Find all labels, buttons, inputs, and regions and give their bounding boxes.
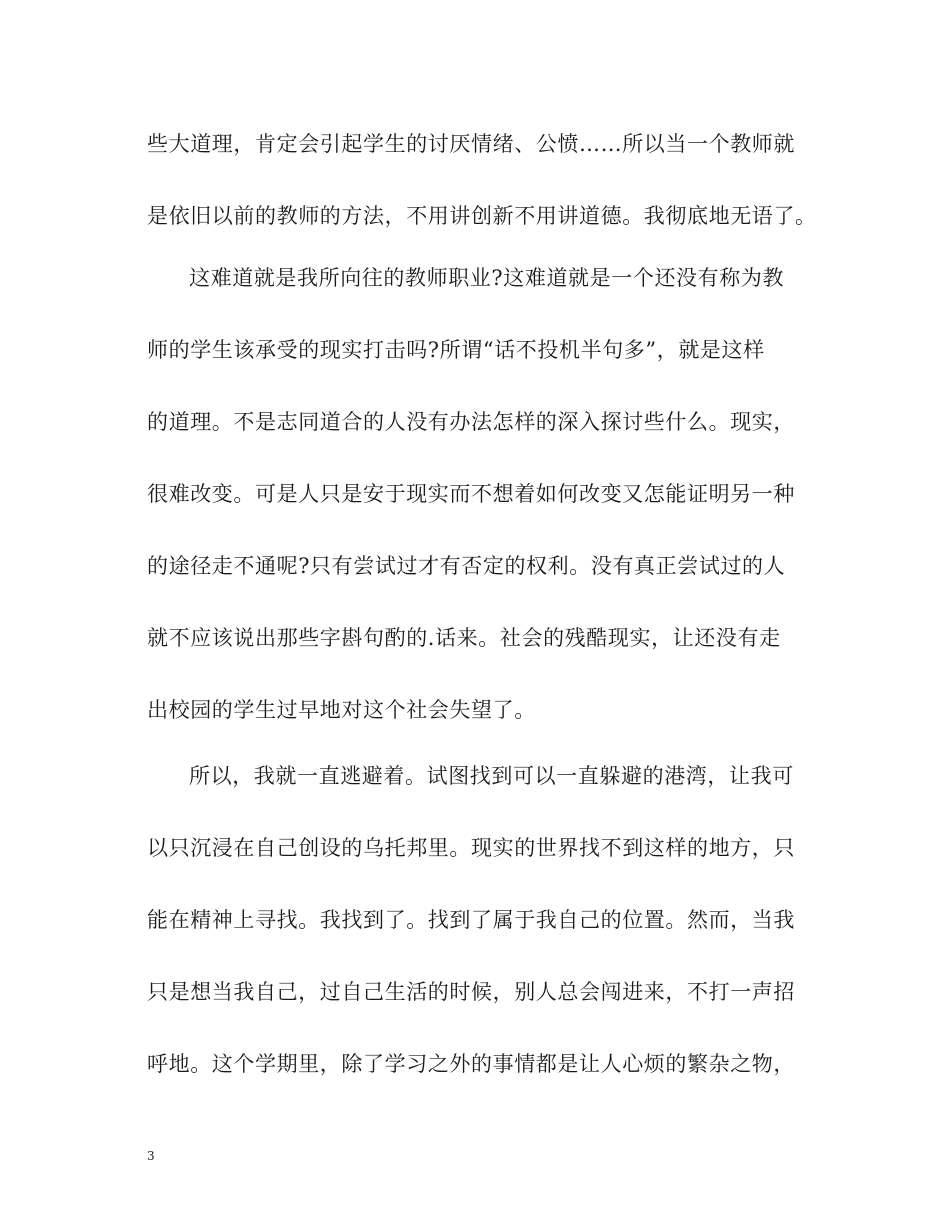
text-line: 的道理。不是志同道合的人没有办法怎样的深入探讨些什么。现实， [147,410,795,434]
text-line: 能在精神上寻找。我找到了。找到了属于我自己的位置。然而，当我 [147,908,795,932]
text-line: 是依旧以前的教师的方法，不用讲创新不用讲道德。我彻底地无语了。 [147,204,817,228]
text-line: 的途径走不通呢?只有尝试过才有否定的权利。没有真正尝试过的人 [147,554,786,578]
paragraph-first-line: 这难道就是我所向往的教师职业?这难道就是一个还没有称为教 [189,266,785,290]
paragraph-first-line: 所以，我就一直逃避着。试图找到可以一直躲避的港湾，让我可 [189,764,794,788]
text-line: 就不应该说出那些字斟句酌的.话来。社会的残酷现实，让还没有走 [147,626,781,650]
text-line: 只是想当我自己，过自己生活的时候，别人总会闯进来，不打一声招 [147,980,795,1004]
text-line: 些大道理，肯定会引起学生的讨厌情绪、公愤……所以当一个教师就 [147,132,795,156]
text-line: 以只沉浸在自己创设的乌托邦里。现实的世界找不到这样的地方，只 [147,836,795,860]
text-line: 师的学生该承受的现实打击吗?所谓“话不投机半句多”，就是这样 [147,338,765,362]
text-line: 很难改变。可是人只是安于现实而不想着如何改变又怎能证明另一种 [147,482,795,506]
page-number: 3 [147,1149,155,1163]
text-line: 呼地。这个学期里，除了学习之外的事情都是让人心烦的繁杂之物， [147,1052,795,1076]
text-line: 出校园的学生过早地对这个社会失望了。 [147,698,536,722]
